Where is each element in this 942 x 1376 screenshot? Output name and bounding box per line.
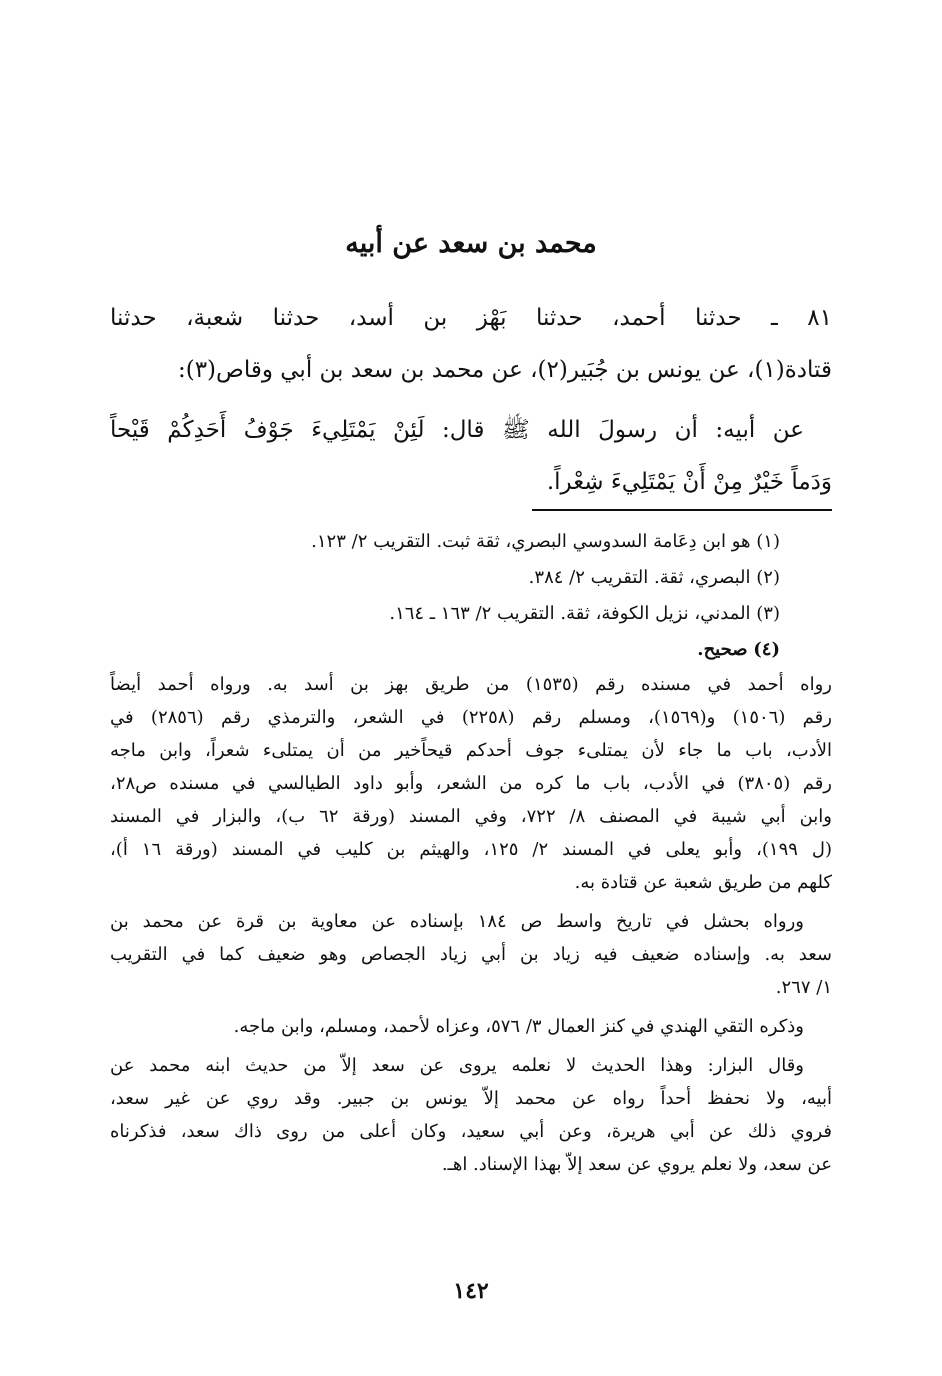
hadith-line: وَدَماً خَيْرٌ مِنْ أَنْ يَمْتَلِيءَ شِعْراً. (546, 469, 832, 495)
footnote-4 (110, 632, 832, 668)
page-number: ١٤٢ (453, 1278, 489, 1304)
commentary-line: رواه أحمد في مسنده رقم (١٥٣٥) من طريق بهز بن أسد به. ورواه أحمد أيضاً (110, 674, 833, 695)
commentary-line: رقم (٣٨٠٥) في الأدب، باب ما كره من الشعر، وأبو داود الطيالسي في مسنده ص٢٨، (110, 773, 832, 794)
commentary-line: ١/ ٢٦٧. (775, 977, 832, 998)
commentary-line: وابن أبي شيبة في المصنف ٨/ ٧٢٢، وفي المسند (ورقة ٦٢ ب)، والبزار في المسند (110, 806, 832, 827)
commentary-paragraph-3 (110, 1010, 832, 1043)
footnote-4-grade: صحيح. (697, 639, 748, 660)
commentary-paragraph-1 (110, 668, 832, 899)
commentary-line: عن سعد، ولا نعلم يروي عن سعد إلاّ بهذا الإسناد. اهـ. (441, 1154, 832, 1175)
commentary-line: الأدب، باب ما جاء لأن يمتلىء جوف أحدكم قيحاًخير من أن يمتلىء شعراً، وابن ماجه (110, 740, 832, 761)
commentary-line: أبيه، ولا نحفظ أحداً رواه عن محمد إلاّ يونس بن جبير. وقد روي عن غير سعد، (110, 1088, 832, 1109)
hadith-line: ٨١ ـ حدثنا أحمد، حدثنا بَهْز بن أسد، حدثنا شعبة، حدثنا (110, 305, 832, 331)
commentary-paragraph-4 (110, 1049, 832, 1181)
commentary-line: فروي ذلك عن أبي هريرة، وعن أبي سعيد، وكان أعلى من روى ذاك سعد، فذكرناه (110, 1121, 832, 1142)
hadith-text (110, 292, 832, 508)
chapter-title: محمد بن سعد عن أبيه (345, 228, 597, 259)
commentary-line: سعد به. وإسناده ضعيف فيه زياد بن أبي زياد الجصاص وهو ضعيف كما في التقريب (110, 944, 832, 965)
hadith-line: عن أبيه: أن رسولَ الله ﷺ قال: لَئِنْ يَمْتَلِيءَ جَوْفُ أَحَدِكُمْ قَيْحاً (110, 417, 804, 443)
commentary-line: وقال البزار: وهذا الحديث لا نعلمه يروى عن سعد إلاّ من حديث ابنه محمد عن (110, 1055, 804, 1076)
commentary-line: رقم (١٥٠٦) و(١٥٦٩)، ومسلم رقم (٢٢٥٨) في الشعر، والترمذي رقم (٢٨٥٦) في (110, 707, 832, 728)
footnote-4-number: (٤) (753, 639, 780, 660)
commentary-line: وذكره التقي الهندي في كنز العمال ٣/ ٥٧٦، وعزاه لأحمد، ومسلم، وابن ماجه. (233, 1016, 804, 1037)
footnote-2: (٢) البصري، ثقة. التقريب ٢/ ٣٨٤. (528, 567, 780, 588)
commentary-line: (ل ١٩٩)، وأبو يعلى في المسند ٢/ ١٢٥، والهيثم بن كليب في المسند (ورقة ١٦ أ)، (110, 839, 832, 860)
commentary-paragraph-2 (110, 905, 832, 1004)
footnote-divider (532, 509, 832, 511)
footnote-1: (١) هو ابن دِعَامة السدوسي البصري، ثقة ثبت. التقريب ٢/ ١٢٣. (311, 531, 780, 552)
commentary-line: كلهم من طريق شعبة عن قتادة به. (574, 872, 832, 893)
commentary-line: ورواه بحشل في تاريخ واسط ص ١٨٤ بإسناده عن معاوية بن قرة عن محمد بن (110, 911, 804, 932)
hadith-line: قتادة(١)، عن يونس بن جُبَير(٢)، عن محمد بن سعد بن أبي وقاص(٣): (177, 357, 832, 383)
footnote-3: (٣) المدني، نزيل الكوفة، ثقة. التقريب ٢/ ١٦٣ ـ ١٦٤. (389, 603, 780, 624)
footnotes (110, 524, 832, 1181)
